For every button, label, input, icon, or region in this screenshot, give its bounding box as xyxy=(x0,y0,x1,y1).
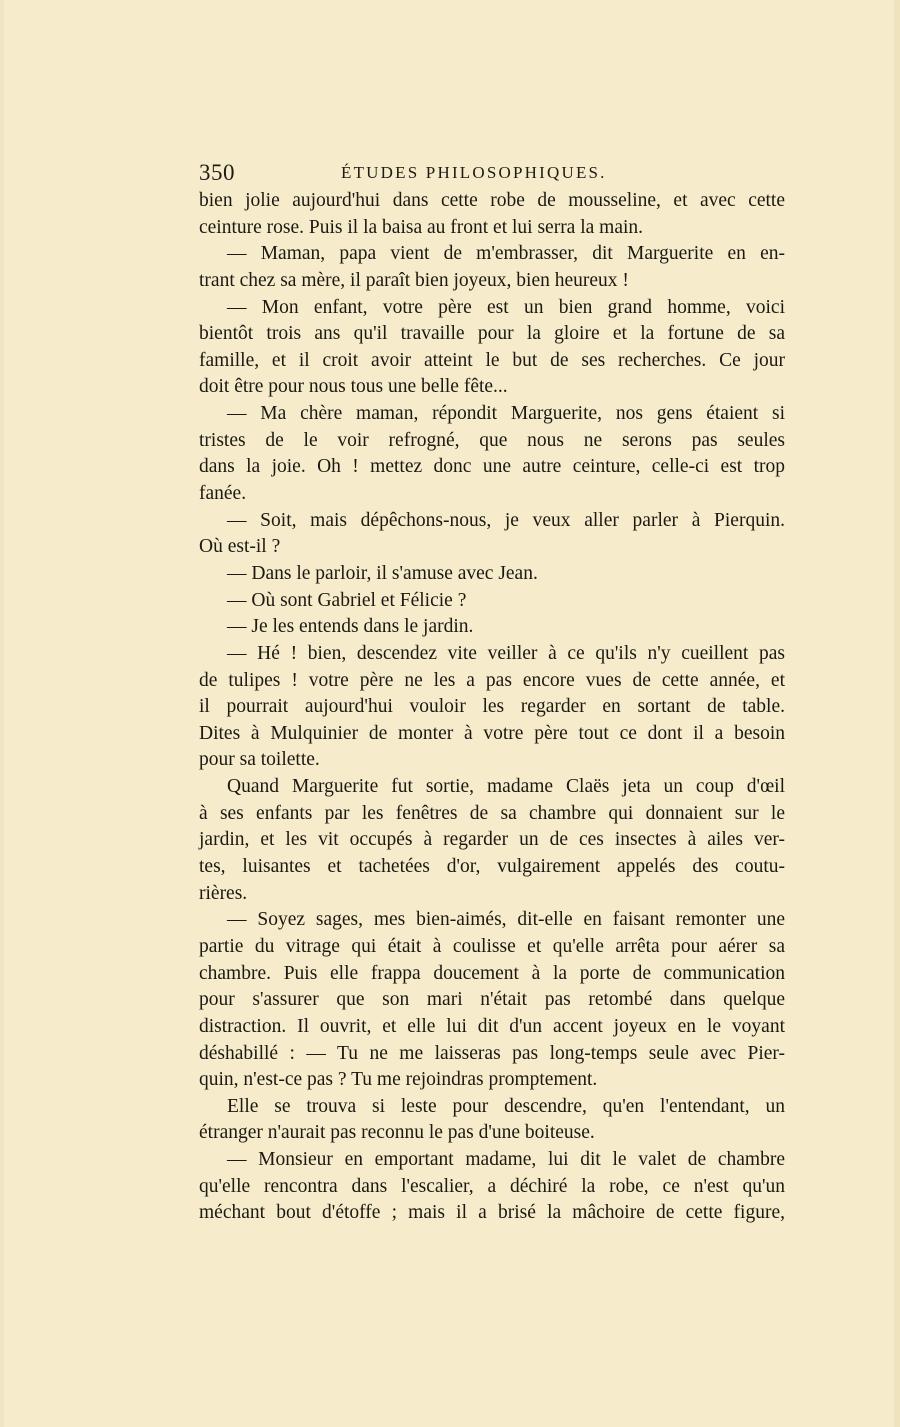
text-line: — Monsieur en emportant madame, lui dit le valet de chambre xyxy=(227,1149,785,1171)
text-line: de tulipes ! votre père ne les a pas encore vues de cette année, et xyxy=(199,669,785,691)
text-line: tristes de le voir refrogné, que nous ne serons pas seules xyxy=(199,429,785,451)
text-line: pour sa toilette. xyxy=(199,749,320,771)
text-line: — Dans le parloir, il s'amuse avec Jean. xyxy=(227,562,538,584)
text-line: chambre. Puis elle frappa doucement à la porte de communication xyxy=(199,962,785,984)
text-line: bien jolie aujourd'hui dans cette robe de mousseline, et avec cette xyxy=(199,190,785,211)
text-line: bientôt trois ans qu'il travaille pour la gloire et la fortune de sa xyxy=(199,323,785,345)
text-line: il pourrait aujourd'hui vouloir les regarder en sortant de table. xyxy=(199,696,785,718)
text-line: à ses enfants par les fenêtres de sa chambre qui donnaient sur le xyxy=(199,802,785,824)
text-line: — Maman, papa vient de m'embrasser, dit Marguerite en en- xyxy=(227,243,785,265)
text-line: quin, n'est-ce pas ? Tu me rejoindras promptement. xyxy=(199,1069,598,1091)
text-line: Dites à Mulquinier de monter à votre père tout ce dont il a besoin xyxy=(199,722,785,744)
text-line: — Soyez sages, mes bien-aimés, dit-elle en faisant remonter une xyxy=(227,909,785,931)
text-line: famille, et il croit avoir atteint le but de ses recherches. Ce jour xyxy=(199,349,785,371)
text-line: Elle se trouva si leste pour descendre, qu'en l'entendant, un xyxy=(227,1095,785,1117)
text-line: — Mon enfant, votre père est un bien grand homme, voici xyxy=(227,296,785,318)
text-line: qu'elle rencontra dans l'escalier, a déchiré la robe, ce n'est qu'un xyxy=(199,1175,785,1197)
text-line: tes, luisantes et tachetées d'or, vulgairement appelés des coutu- xyxy=(199,856,785,878)
text-line: jardin, et les vit occupés à regarder un de ces insectes à ailes ver- xyxy=(199,829,785,851)
text-line: doit être pour nous tous une belle fête... xyxy=(199,376,508,398)
text-line: Quand Marguerite fut sortie, madame Claës jeta un coup d'œil xyxy=(227,776,785,798)
body-text xyxy=(199,188,785,1227)
text-line: — Hé ! bien, descendez vite veiller à ce qu'ils n'y cueillent pas xyxy=(227,642,785,664)
text-line: — Où sont Gabriel et Félicie ? xyxy=(227,589,467,611)
section-title: ÉTUDES PHILOSOPHIQUES. xyxy=(341,163,607,182)
text-line: rières. xyxy=(199,882,248,904)
text-line: distraction. Il ouvrit, et elle lui dit d'un accent joyeux en le voyant xyxy=(199,1015,785,1037)
text-line: ceinture rose. Puis il la baisa au front et lui serra la main. xyxy=(199,216,644,238)
text-line: déshabillé : — Tu ne me laisseras pas long-temps seule avec Pier- xyxy=(199,1042,785,1064)
text-line: — Je les entends dans le jardin. xyxy=(227,616,474,638)
text-line: Où est-il ? xyxy=(199,536,281,558)
text-line: trant chez sa mère, il paraît bien joyeux, bien heureux ! xyxy=(199,269,629,291)
text-line: — Soit, mais dépêchons-nous, je veux aller parler à Pierquin. xyxy=(227,509,785,531)
text-line: pour s'assurer que son mari n'était pas retombé dans quelque xyxy=(199,989,785,1011)
running-head xyxy=(199,154,785,186)
text-line: méchant bout d'étoffe ; mais il a brisé la mâchoire de cette figure, xyxy=(199,1202,785,1224)
text-line: partie du vitrage qui était à coulisse et qu'elle arrêta pour aérer sa xyxy=(199,935,785,957)
text-line: étranger n'aurait pas reconnu le pas d'une boiteuse. xyxy=(199,1122,595,1144)
text-line: dans la joie. Oh ! mettez donc une autre ceinture, celle-ci est trop xyxy=(199,456,785,478)
text-line: fanée. xyxy=(199,483,247,505)
page-number: 350 xyxy=(199,160,235,185)
text-line: — Ma chère maman, répondit Marguerite, nos gens étaient si xyxy=(227,403,785,425)
